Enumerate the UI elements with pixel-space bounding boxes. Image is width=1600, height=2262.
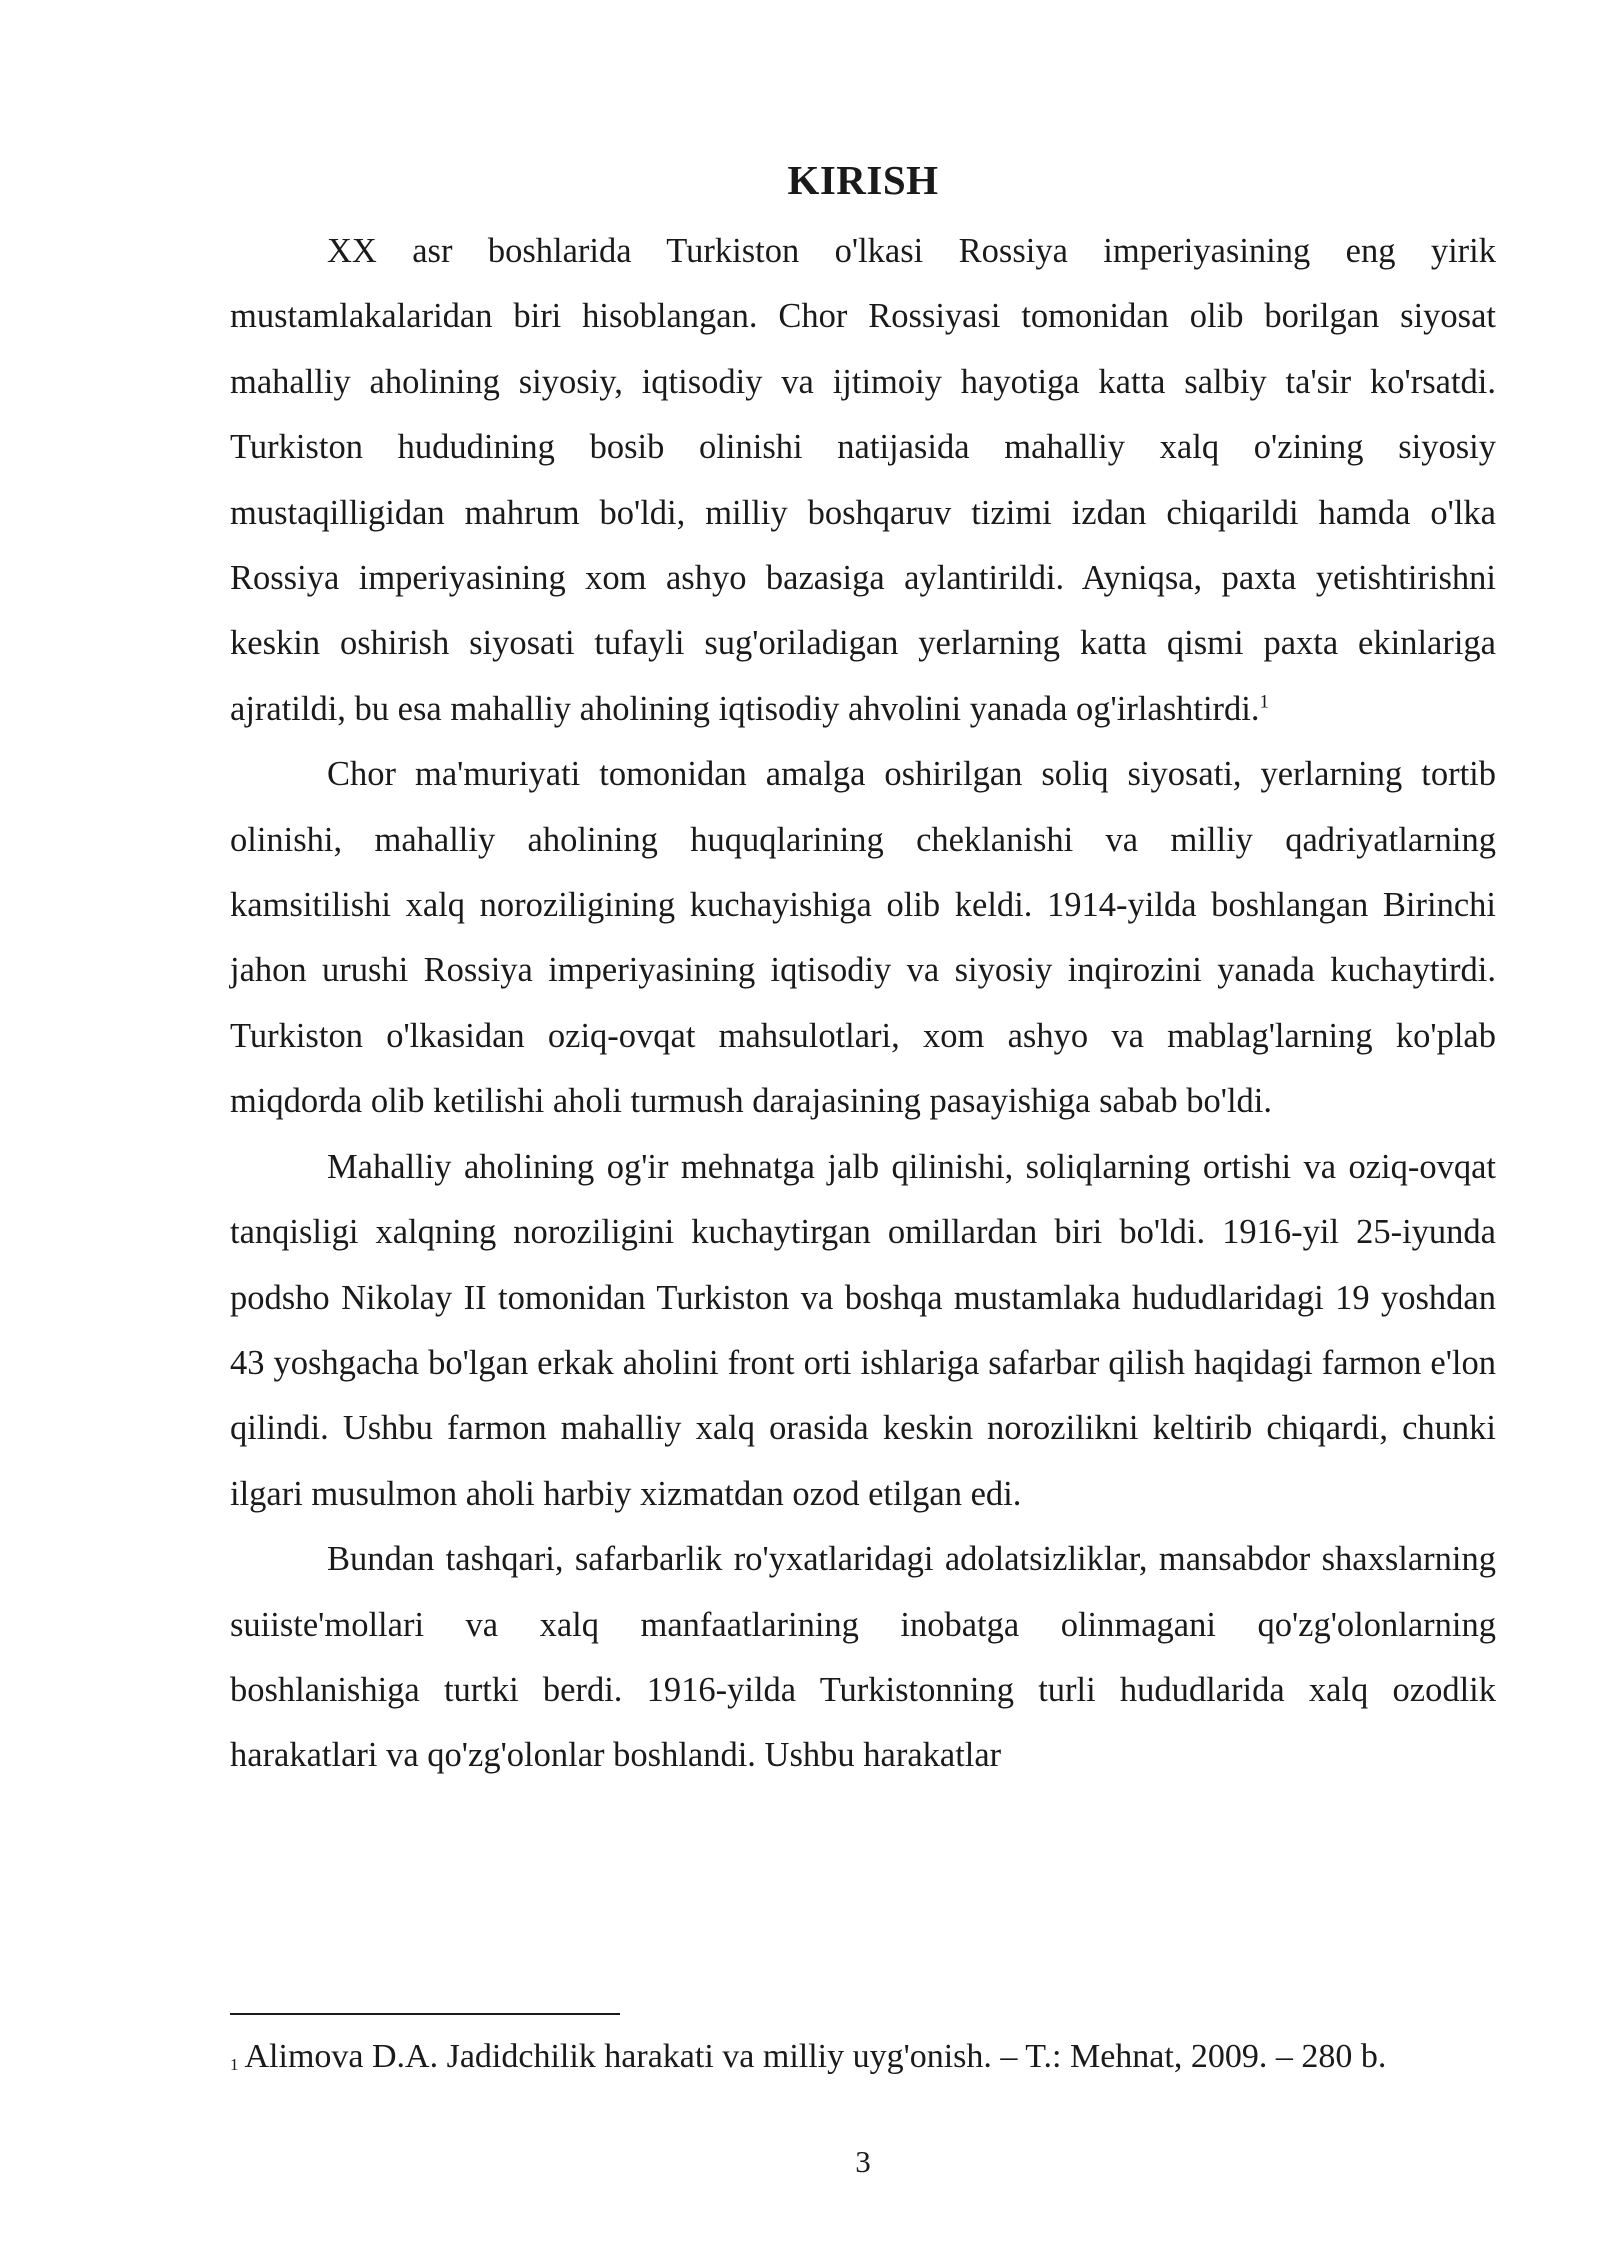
footnote-divider: [230, 2013, 620, 2015]
paragraph-1-text: XX asr boshlarida Turkiston o'lkasi Rossiya imperiyasining eng yirik mustamlakalaridan biri hisoblangan. Chor Rossiyasi tomonidan olib borilgan siyosat mahalliy aholining siyosiy, iqtisodiy va ijtimoiy hayotiga katta salbiy ta'sir ko'rsatdi. Turkiston hududining bosib olinishi natijasida mahalliy xalq o'zining siyosiy mustaqilligidan mahrum bo'ldi, milliy boshqaruv tizimi izdan chiqarildi hamda o'lka Rossiya imperiyasining xom ashyo bazasiga aylantirildi. Ayniqsa, paxta yetishtirishni keskin oshirish siyosati tufayli sug'oriladigan yerlarning katta qismi paxta ekinlariga ajratildi, bu esa mahalliy aholining iqtisodiy ahvolini yanada og'irlashtirdi.: [230, 232, 1496, 728]
paragraph-3: Mahalliy aholining og'ir mehnatga jalb qilinishi, soliqlarning ortishi va oziq-ovqat tanqisligi xalqning noroziligini kuchaytirgan omillardan biri bo'ldi. 1916-yil 25-iyunda podsho Nikolay II tomonidan Turkiston va boshqa mustamlaka hududlaridagi 19 yoshdan 43 yoshgacha bo'lgan erkak aholini front orti ishlariga safarbar qilish haqidagi farmon e'lon qilindi. Ushbu farmon mahalliy xalq orasida keskin norozilikni keltirib chiqardi, chunki ilgari musulmon aholi harbiy xizmatdan ozod etilgan edi.: [230, 1147, 1496, 1513]
page-number: 3: [855, 2144, 871, 2179]
paragraph-1: [230, 219, 1496, 742]
paragraph-4: Bundan tashqari, safarbarlik ro'yxatlaridagi adolatsizliklar, mansabdor shaxslarning suiiste'mollari va xalq manfaatlarining inobatga olinmagani qo'zg'olonlarning boshlanishiga turtki berdi. 1916-yilda Turkistonning turli hududlarida xalq ozodlik harakatlari va qo'zg'olonlar boshlandi. Ushbu harakatlar: [230, 1540, 1496, 1775]
footnote-text: Alimova D.A. Jadidchilik harakati va milliy uyg'onish. – T.: Mehnat, 2009. – 280 b.: [244, 2038, 1387, 2075]
footnote-mark: 1: [230, 2055, 239, 2074]
footnote-reference[interactable]: 1: [1259, 691, 1270, 713]
paragraph-2: Chor ma'muriyati tomonidan amalga oshirilgan soliq siyosati, yerlarning tortib olinishi, mahalliy aholining huquqlarining cheklanishi va milliy qadriyatlarning kamsitilishi xalq noroziligining kuchayishiga olib keldi. 1914-yilda boshlangan Birinchi jahon urushi Rossiya imperiyasining iqtisodiy va siyosiy inqirozini yanada kuchaytirdi. Turkiston o'lkasidan oziq-ovqat mahsulotlari, xom ashyo va mablag'larning ko'plab miqdorda olib ketilishi aholi turmush darajasining pasayishiga sabab bo'ldi.: [230, 755, 1496, 1121]
main-text: [230, 219, 1496, 1789]
footnote: [230, 2034, 1496, 2080]
page-title: KIRISH: [787, 157, 939, 203]
